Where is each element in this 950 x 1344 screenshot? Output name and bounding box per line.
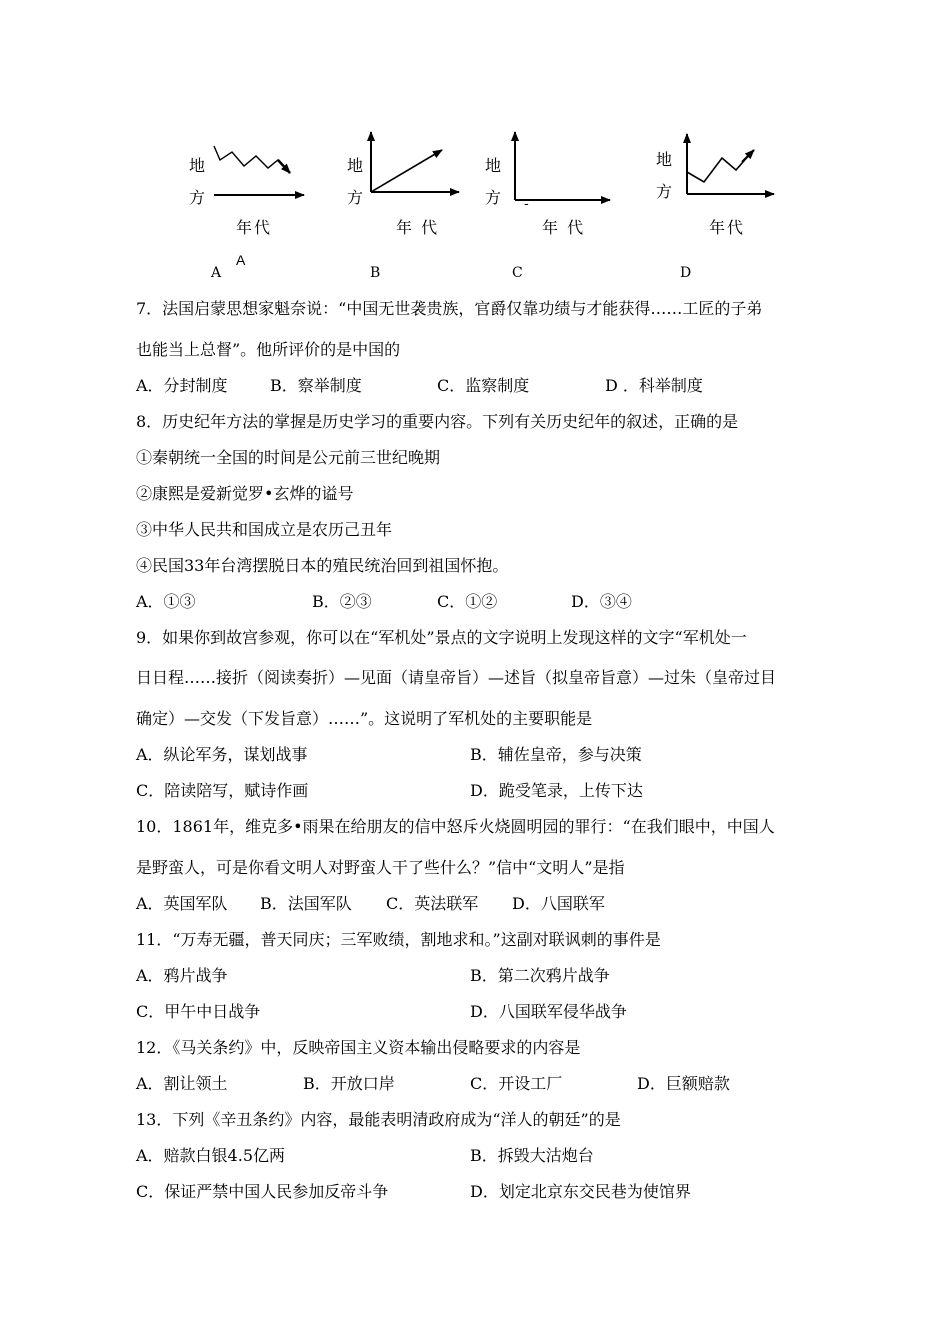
- graph-b-plot: [366, 128, 466, 200]
- q12-stem: 12．《马关条约》中，反映帝国主义资本输出侵略要求的内容是: [136, 1038, 581, 1057]
- graph-b-y-label-top: 地: [347, 156, 364, 175]
- graph-b-letter: B: [370, 265, 381, 281]
- q8-option-b: B．②③: [312, 592, 372, 611]
- graph-a-y-label-top: 地: [189, 156, 206, 175]
- q12-option-d: D．巨额赔款: [637, 1074, 730, 1093]
- q13-option-c: C．保证严禁中国人民参加反帝斗争: [136, 1182, 389, 1201]
- q11-option-a: A．鸦片战争: [136, 966, 228, 985]
- q7-stem-line1: 7．法国启蒙思想家魁奈说：“中国无世袭贵族，官爵仅靠功绩与才能获得……工匠的子弟: [136, 299, 763, 318]
- q8-option-c: C．①②: [437, 592, 498, 611]
- q13-option-b: B．拆毁大沽炮台: [470, 1146, 594, 1165]
- q8-item-3: ③中华人民共和国成立是农历己丑年: [136, 520, 393, 539]
- q12-option-a: A．割让领土: [136, 1074, 228, 1093]
- q7-stem-line2: 也能当上总督”。他所评价的是中国的: [136, 340, 401, 359]
- q7-option-d: D ．科举制度: [605, 376, 703, 395]
- graph-c-x-label: 年 代: [542, 218, 586, 237]
- q9-stem-line1: 9．如果你到故宫参观，你可以在“军机处”景点的文字说明上发现这样的文字“军机处一: [136, 628, 747, 647]
- q9-stem-line2: 日日程……接折（阅读奏折）—见面（请皇帝旨）—述旨（拟皇帝旨意）—过朱（皇帝过目: [136, 668, 777, 687]
- graph-c-stray-mark: -: [524, 196, 529, 212]
- graph-a-plot: [212, 140, 312, 205]
- graph-a-y-label-bottom: 方: [189, 188, 206, 207]
- q11-stem: 11．“万寿无疆，普天同庆；三军败绩，割地求和。”这副对联讽刺的事件是: [136, 930, 661, 949]
- graph-d-y-label-top: 地: [656, 150, 673, 169]
- q7-option-b: B．察举制度: [270, 376, 362, 395]
- q9-option-c: C．陪读陪写，赋诗作画: [136, 781, 309, 800]
- q11-option-b: B．第二次鸦片战争: [470, 966, 610, 985]
- q9-option-d: D．跪受笔录，上传下达: [470, 781, 643, 800]
- q10-option-d: D．八国联军: [512, 894, 605, 913]
- graph-d-plot: [682, 130, 782, 202]
- q12-option-b: B．开放口岸: [303, 1074, 395, 1093]
- graph-a-stray-mark: A: [236, 252, 246, 268]
- graph-b-x-label: 年 代: [396, 218, 440, 237]
- q9-option-a: A．纵论军务，谋划战事: [136, 745, 308, 764]
- q13-option-a: A．赔款白银4.5亿两: [136, 1146, 286, 1165]
- q10-stem-line2: 是野蛮人，可是你看文明人对野蛮人干了些什么？”信中“文明人”是指: [136, 858, 625, 877]
- q7-option-a: A．分封制度: [136, 376, 228, 395]
- graph-a-letter: A: [211, 265, 222, 281]
- q10-stem-line1: 10．1861年，维克多•雨果在给朋友的信中怒斥火烧圆明园的罪行：“在我们眼中，中国人: [136, 817, 775, 836]
- q8-option-a: A．①③: [136, 592, 196, 611]
- q7-option-c: C．监察制度: [437, 376, 530, 395]
- q13-option-d: D．划定北京东交民巷为使馆界: [470, 1182, 691, 1201]
- graph-c-y-label-bottom: 方: [485, 188, 502, 207]
- q10-option-c: C．英法联军: [386, 894, 479, 913]
- q8-stem: 8．历史纪年方法的掌握是历史学习的重要内容。下列有关历史纪年的叙述，正确的是: [136, 412, 739, 431]
- q13-stem: 13．下列《辛丑条约》内容，最能表明清政府成为“洋人的朝廷”的是: [136, 1110, 621, 1129]
- q11-option-c: C．甲午中日战争: [136, 1002, 261, 1021]
- q10-option-b: B．法国军队: [260, 894, 352, 913]
- q8-item-4: ④民国33年台湾摆脱日本的殖民统治回到祖国怀抱。: [136, 556, 509, 575]
- graph-d-y-label-bottom: 方: [656, 182, 673, 201]
- q11-option-d: D．八国联军侵华战争: [470, 1002, 627, 1021]
- q8-option-d: D．③④: [571, 592, 632, 611]
- graph-c-letter: C: [512, 265, 523, 281]
- graph-c-y-label-top: 地: [485, 156, 502, 175]
- graph-b-y-label-bottom: 方: [347, 188, 364, 207]
- q12-option-c: C．开设工厂: [470, 1074, 563, 1093]
- q9-option-b: B．辅佐皇帝，参与决策: [470, 745, 642, 764]
- q8-item-1: ①秦朝统一全国的时间是公元前三世纪晚期: [136, 448, 441, 467]
- q8-item-2: ②康熙是爱新觉罗•玄烨的谥号: [136, 484, 354, 503]
- graph-a-x-label: 年代: [236, 218, 273, 237]
- graph-d-x-label: 年代: [709, 218, 746, 237]
- graph-d-letter: D: [680, 265, 692, 281]
- q9-stem-line3: 确定）—交发（下发旨意）……”。这说明了军机处的主要职能是: [136, 709, 593, 728]
- q10-option-a: A．英国军队: [136, 894, 228, 913]
